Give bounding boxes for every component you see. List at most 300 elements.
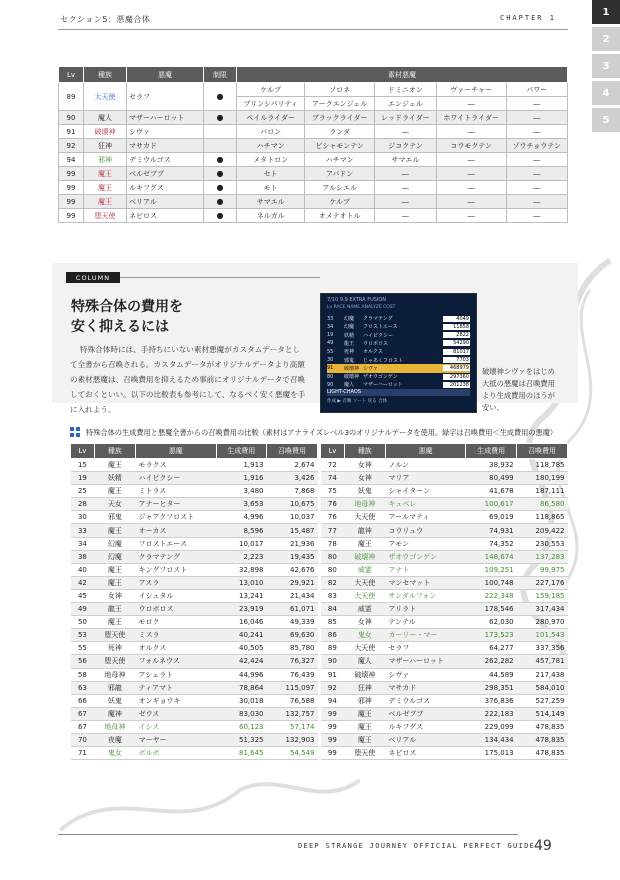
fusion-material: ヴァーチャー: [436, 83, 506, 97]
cost-demon: アールマティ: [385, 511, 465, 524]
chapter-tab-4[interactable]: 4: [592, 81, 620, 105]
cost-demon: マーヤー: [136, 733, 217, 746]
fusion-lv: 99: [59, 195, 84, 209]
cost-lv: 66: [71, 694, 95, 707]
cost-race: 女神: [344, 472, 385, 485]
screen-cost: 54290: [443, 340, 470, 346]
fusion-demon: マザーハーロット: [127, 111, 204, 125]
cost-row: [71, 629, 318, 642]
fusion-material: オメテオトル: [305, 209, 375, 223]
cost-fusion: 262,282: [466, 655, 517, 668]
cost-demon: アモン: [385, 537, 465, 550]
cost-fusion: 100,617: [466, 498, 517, 511]
cost-fusion: 109,251: [466, 563, 517, 576]
screen-cost: 81017: [443, 349, 470, 355]
cost-demon: ノルン: [385, 459, 465, 472]
cost-lv: 42: [71, 576, 95, 589]
cost-fusion: 376,836: [466, 694, 517, 707]
cost-row: [321, 655, 568, 668]
screen-name: オルクス: [363, 349, 383, 356]
fusion-row: [59, 153, 568, 167]
cost-row: [321, 629, 568, 642]
fusion-lv: 99: [59, 167, 84, 181]
cost-demon: キュベレ: [385, 498, 465, 511]
cost-summon: 19,435: [267, 550, 318, 563]
cost-fusion: 78,864: [216, 681, 266, 694]
cost-lv: 99: [321, 707, 345, 720]
cost-demon: ベルゼブブ: [385, 707, 465, 720]
cost-lv: 63: [71, 681, 95, 694]
fusion-demon: ルキフグス: [127, 181, 204, 195]
cost-summon: 115,097: [267, 681, 318, 694]
cost-summon: 317,434: [517, 603, 568, 616]
fusion-material: ―: [436, 195, 506, 209]
screen-name: ウロボロス: [363, 340, 389, 347]
fusion-material: コウモクテン: [436, 139, 506, 153]
cost-race: 地母神: [94, 720, 135, 733]
screen-race: 龍王: [344, 340, 355, 347]
cost-race: 龍神: [344, 524, 385, 537]
cost-lv: 40: [71, 563, 95, 576]
cost-summon: 159,185: [517, 589, 568, 602]
cost-lv: 53: [71, 629, 95, 642]
cost-lv: 45: [71, 589, 95, 602]
screen-race: 邪鬼: [344, 357, 355, 364]
cost-fusion: 40,505: [216, 642, 266, 655]
cost-lv: 25: [71, 485, 95, 498]
chapter-tab-2[interactable]: 2: [592, 27, 620, 51]
cost-demon: フロストエース: [136, 537, 217, 550]
cost-row: [321, 707, 568, 720]
cost-fusion: 229,099: [466, 720, 517, 733]
col-race: 種族: [344, 444, 385, 459]
cost-summon: 457,781: [517, 655, 568, 668]
cost-race: 女神: [344, 616, 385, 629]
cost-lv: 86: [321, 629, 345, 642]
cost-row: [321, 576, 568, 589]
cost-race: 幻魔: [94, 550, 135, 563]
cost-demon: ボルボ: [136, 747, 217, 760]
cost-table-right: [320, 443, 568, 760]
cost-demon: キングフロスト: [136, 563, 217, 576]
fusion-material: ドミニオン: [375, 83, 437, 97]
cost-summon: 69,630: [267, 629, 318, 642]
cost-summon: 99,975: [517, 563, 568, 576]
cost-lv: 49: [71, 603, 95, 616]
game-screenshot: [320, 293, 477, 413]
cost-race: 破壊神: [344, 668, 385, 681]
fusion-material: メタトロン: [237, 153, 305, 167]
cost-race: 大天使: [344, 576, 385, 589]
cost-row: [321, 720, 568, 733]
fusion-material: ―: [436, 209, 506, 223]
cost-demon: デミウルゴス: [385, 694, 465, 707]
cost-fusion: 74,352: [466, 537, 517, 550]
cost-race: 妖鬼: [94, 694, 135, 707]
cost-race: 女神: [94, 589, 135, 602]
cost-fusion: 178,546: [466, 603, 517, 616]
cost-row: [321, 642, 568, 655]
cost-fusion: 3,653: [216, 498, 266, 511]
chapter-tabs: [592, 0, 620, 135]
chapter-tab-1[interactable]: 1: [592, 0, 620, 24]
cost-table-title: 特殊合体の生成費用と悪魔全書からの召喚費用の比較（素材はアナライズレベル3のオリジナルデータを使用。緑字は召喚費用＜生成費用の悪魔）: [86, 428, 558, 437]
cost-summon: 137,283: [517, 550, 568, 563]
screen-name: シヴァ: [363, 365, 378, 372]
fusion-lv: 99: [59, 181, 84, 195]
fusion-row: [59, 195, 568, 209]
cost-race: 天女: [94, 498, 135, 511]
cost-row: [71, 616, 318, 629]
fusion-material: ―: [436, 97, 506, 111]
fusion-material: アバドン: [305, 167, 375, 181]
cost-lv: 74: [321, 472, 345, 485]
column-title-line1: 特殊合体の費用を: [71, 299, 183, 315]
cost-lv: 83: [321, 589, 345, 602]
cost-row: [71, 733, 318, 746]
cost-row: [321, 550, 568, 563]
cost-row: [71, 524, 318, 537]
fusion-material: ―: [375, 209, 437, 223]
fusion-demon: デミウルゴス: [127, 153, 204, 167]
cost-race: 魔王: [344, 733, 385, 746]
cost-fusion: 16,046: [216, 616, 266, 629]
cost-lv: 77: [321, 524, 345, 537]
section-header: セクション5：悪魔合体: [60, 15, 151, 24]
cost-summon: 478,835: [517, 747, 568, 760]
fusion-race: 魔王: [84, 181, 127, 195]
col-limit: 制限: [204, 67, 237, 83]
cost-race: 堕天使: [94, 655, 135, 668]
cost-race: 夜魔: [94, 733, 135, 746]
fusion-material: ―: [506, 181, 568, 195]
fusion-limit-dot: ●: [204, 181, 237, 195]
cost-race: 鬼女: [94, 747, 135, 760]
cost-demon: ハイピクシー: [136, 472, 217, 485]
cost-summon: 584,010: [517, 681, 568, 694]
cost-demon: マサカド: [385, 681, 465, 694]
fusion-limit-dot: [204, 125, 237, 139]
cost-lv: 76: [321, 498, 345, 511]
header-rule: [58, 29, 568, 30]
screen-cost: 4049: [443, 316, 470, 322]
cost-demon: イシュタル: [136, 589, 217, 602]
cost-demon: ベリアル: [385, 733, 465, 746]
cost-race: 邪龍: [94, 681, 135, 694]
col-fusion-cost: 生成費用: [216, 444, 266, 459]
cost-demon: オルクス: [136, 642, 217, 655]
screen-top-bar: 7/10 9.9 EXTRA FUSION: [327, 297, 387, 303]
col-lv: Lv: [321, 444, 345, 459]
screen-lv: 80: [327, 373, 334, 380]
fusion-material: プリンシパリティ: [237, 97, 305, 111]
cost-row: [321, 511, 568, 524]
cost-fusion: 83,030: [216, 707, 266, 720]
cost-row: [71, 655, 318, 668]
cost-fusion: 81,645: [216, 747, 266, 760]
cost-race: 地母神: [94, 668, 135, 681]
screen-lv: 91: [327, 365, 334, 372]
fusion-limit-dot: ●: [204, 111, 237, 125]
cost-summon: 3,426: [267, 472, 318, 485]
cost-race: 魔王: [94, 485, 135, 498]
screen-race: 幻魔: [344, 324, 355, 331]
cost-demon: ミスラ: [136, 629, 217, 642]
cost-demon: ネビロス: [385, 747, 465, 760]
fusion-race: 魔王: [84, 167, 127, 181]
cost-row: [321, 747, 568, 760]
screen-lv: 34: [327, 323, 334, 330]
cost-lv: 34: [71, 537, 95, 550]
chapter-tab-3[interactable]: 3: [592, 54, 620, 78]
fusion-material: セト: [237, 167, 305, 181]
cost-row: [321, 694, 568, 707]
cost-row: [71, 589, 318, 602]
fusion-material: ビシャモンテン: [305, 139, 375, 153]
chapter-label: CHAPTER 1: [500, 14, 556, 22]
cost-fusion: 13,241: [216, 589, 266, 602]
cost-race: 魔人: [344, 655, 385, 668]
screen-race: 死神: [344, 349, 355, 356]
cost-fusion: 13,010: [216, 576, 266, 589]
cost-demon: アリラト: [385, 603, 465, 616]
cost-race: 地母神: [344, 498, 385, 511]
cost-row: [71, 707, 318, 720]
cost-lv: 78: [321, 537, 345, 550]
cost-row: [321, 681, 568, 694]
cost-fusion: 4,996: [216, 511, 266, 524]
cost-demon: モラクス: [136, 459, 217, 472]
footer-book-title: DEEP STRANGE JOURNEY OFFICIAL PERFECT GUIDE: [298, 842, 536, 850]
fusion-material: ホワイトライダー: [436, 111, 506, 125]
screen-name: じゃあくフロスト: [363, 357, 404, 364]
cost-demon: ティアマト: [136, 681, 217, 694]
footer-rule: [58, 834, 518, 835]
special-fusion-table: [58, 66, 568, 223]
screen-lv: 49: [327, 340, 334, 347]
fusion-material: サマエル: [237, 195, 305, 209]
fusion-material: サマエル: [375, 153, 437, 167]
cost-fusion: 44,996: [216, 668, 266, 681]
cost-row: [321, 733, 568, 746]
cost-summon: 514,149: [517, 707, 568, 720]
screen-cost: 468979: [443, 365, 470, 371]
fusion-lv: 89: [59, 83, 84, 111]
fusion-row: [59, 181, 568, 195]
cost-summon: 180,199: [517, 472, 568, 485]
cost-fusion: 62,030: [466, 616, 517, 629]
cost-fusion: 40,241: [216, 629, 266, 642]
cost-summon: 337,356: [517, 642, 568, 655]
fusion-race: 狂神: [84, 139, 127, 153]
cost-demon: アナト: [385, 563, 465, 576]
cost-demon: ウロボロス: [136, 603, 217, 616]
fusion-race: 堕天使: [84, 209, 127, 223]
cost-fusion: 1,913: [216, 459, 266, 472]
cost-demon: ルキフグス: [385, 720, 465, 733]
cost-lv: 38: [71, 550, 95, 563]
cost-fusion: 74,931: [466, 524, 517, 537]
fusion-demon: ネビロス: [127, 209, 204, 223]
cost-summon: 15,487: [267, 524, 318, 537]
cost-demon: ザオウゴンゲン: [385, 550, 465, 563]
fusion-lv: 94: [59, 153, 84, 167]
fusion-material: モト: [237, 181, 305, 195]
cost-summon: 280,970: [517, 616, 568, 629]
cost-row: [71, 537, 318, 550]
fusion-material: ゾウチョウテン: [506, 139, 568, 153]
grid-bullet-icon: [70, 427, 80, 437]
screen-race: 破壊神: [344, 365, 360, 372]
cost-race: 幻魔: [94, 537, 135, 550]
fusion-limit-dot: ●: [204, 195, 237, 209]
cost-fusion: 42,424: [216, 655, 266, 668]
col-summon-cost: 召喚費用: [267, 444, 318, 459]
cost-fusion: 60,123: [216, 720, 266, 733]
cost-lv: 76: [321, 511, 345, 524]
cost-fusion: 44,589: [466, 668, 517, 681]
col-demon: 悪魔: [127, 67, 204, 83]
cost-race: 妖鬼: [344, 485, 385, 498]
col-race: 種族: [84, 67, 127, 83]
cost-race: 大天使: [344, 511, 385, 524]
cost-fusion: 173,523: [466, 629, 517, 642]
cost-demon: マザーハーロット: [385, 655, 465, 668]
cost-lv: 71: [71, 747, 95, 760]
fusion-lv: 91: [59, 125, 84, 139]
cost-race: 大天使: [344, 642, 385, 655]
cost-lv: 15: [71, 459, 95, 472]
cost-summon: 230,553: [517, 537, 568, 550]
cost-summon: 49,339: [267, 616, 318, 629]
cost-row: [321, 524, 568, 537]
cost-row: [321, 616, 568, 629]
cost-summon: 42,676: [267, 563, 318, 576]
cost-row: [71, 498, 318, 511]
cost-fusion: 298,351: [466, 681, 517, 694]
fusion-limit-dot: [204, 139, 237, 153]
cost-race: 龍王: [94, 603, 135, 616]
cost-row: [321, 563, 568, 576]
screen-lv: 90: [327, 381, 334, 388]
screen-command-bar: 作成 ▶ 召喚 ソート 戻る 合体: [327, 399, 388, 404]
cost-demon: モロク: [136, 616, 217, 629]
cost-fusion: 30,018: [216, 694, 266, 707]
cost-race: 鬼女: [344, 629, 385, 642]
screen-alignment-bar: LIGHT-CHAOS: [327, 389, 470, 396]
cost-row: [71, 603, 318, 616]
fusion-table-body: [59, 83, 568, 223]
cost-lv: 56: [71, 655, 95, 668]
cost-fusion: 51,325: [216, 733, 266, 746]
fusion-material: ソロネ: [305, 83, 375, 97]
screen-list-header: Lv RACE NAME ANALYZE COST: [327, 305, 396, 310]
cost-summon: 76,327: [267, 655, 318, 668]
fusion-material: アルシエル: [305, 181, 375, 195]
cost-summon: 132,757: [267, 707, 318, 720]
cost-lv: 67: [71, 720, 95, 733]
cost-fusion: 222,183: [466, 707, 517, 720]
cost-summon: 478,835: [517, 733, 568, 746]
col-demon: 悪魔: [385, 444, 465, 459]
cost-lv: 91: [321, 668, 345, 681]
fusion-row: [59, 139, 568, 153]
fusion-material: レッドライダー: [375, 111, 437, 125]
fusion-material: ―: [506, 153, 568, 167]
cost-lv: 99: [321, 747, 345, 760]
cost-lv: 50: [71, 616, 95, 629]
cost-summon: 209,422: [517, 524, 568, 537]
cost-row: [321, 537, 568, 550]
cost-row: [321, 498, 568, 511]
cost-demon: シヴァ: [385, 668, 465, 681]
fusion-lv: 99: [59, 209, 84, 223]
cost-fusion: 64,277: [466, 642, 517, 655]
cost-fusion: 134,434: [466, 733, 517, 746]
fusion-material: ―: [506, 167, 568, 181]
cost-summon: 217,438: [517, 668, 568, 681]
cost-lv: 99: [321, 733, 345, 746]
cost-demon: マリア: [385, 472, 465, 485]
cost-fusion: 3,480: [216, 485, 266, 498]
screen-name: ハイピクシー: [363, 332, 394, 339]
cost-demon: テンテル: [385, 616, 465, 629]
cost-demon: カーリー・マー: [385, 629, 465, 642]
cost-lv: 94: [321, 694, 345, 707]
screen-cost: 297360: [443, 374, 470, 380]
cost-race: 魔王: [94, 563, 135, 576]
cost-row: [321, 485, 568, 498]
cost-row: [71, 747, 318, 760]
screen-race: 幻魔: [344, 316, 355, 322]
cost-race: 死神: [94, 642, 135, 655]
cost-race: 魔王: [94, 576, 135, 589]
column-title-line2: 安く抑えるには: [71, 319, 169, 335]
cost-row: [321, 668, 568, 681]
cost-summon: 85,780: [267, 642, 318, 655]
fusion-lv: 90: [59, 111, 84, 125]
fusion-material: ―: [436, 153, 506, 167]
cost-row: [321, 603, 568, 616]
cost-lv: 19: [71, 472, 95, 485]
fusion-demon: シヴァ: [127, 125, 204, 139]
cost-summon: 76,439: [267, 668, 318, 681]
screen-name: ザオウゴンゲン: [363, 374, 398, 381]
cost-summon: 118,785: [517, 459, 568, 472]
cost-lv: 30: [71, 511, 95, 524]
cost-demon: アスラ: [136, 576, 217, 589]
cost-fusion: 80,499: [466, 472, 517, 485]
cost-fusion: 2,223: [216, 550, 266, 563]
cost-race: 堕天使: [94, 629, 135, 642]
chapter-tab-5[interactable]: 5: [592, 108, 620, 132]
cost-demon: アナーヒター: [136, 498, 217, 511]
cost-summon: 10,037: [267, 511, 318, 524]
cost-summon: 227,176: [517, 576, 568, 589]
cost-race: 威霊: [344, 563, 385, 576]
screen-cost: 201238: [443, 382, 470, 388]
cost-race: 大天使: [344, 589, 385, 602]
col-fusion-cost: 生成費用: [466, 444, 517, 459]
fusion-row: [59, 209, 568, 223]
cost-row: [71, 576, 318, 589]
col-lv: Lv: [59, 67, 84, 83]
fusion-race: 破壊神: [84, 125, 127, 139]
cost-lv: 99: [321, 720, 345, 733]
cost-summon: 86,580: [517, 498, 568, 511]
cost-lv: 28: [71, 498, 95, 511]
cost-summon: 29,921: [267, 576, 318, 589]
